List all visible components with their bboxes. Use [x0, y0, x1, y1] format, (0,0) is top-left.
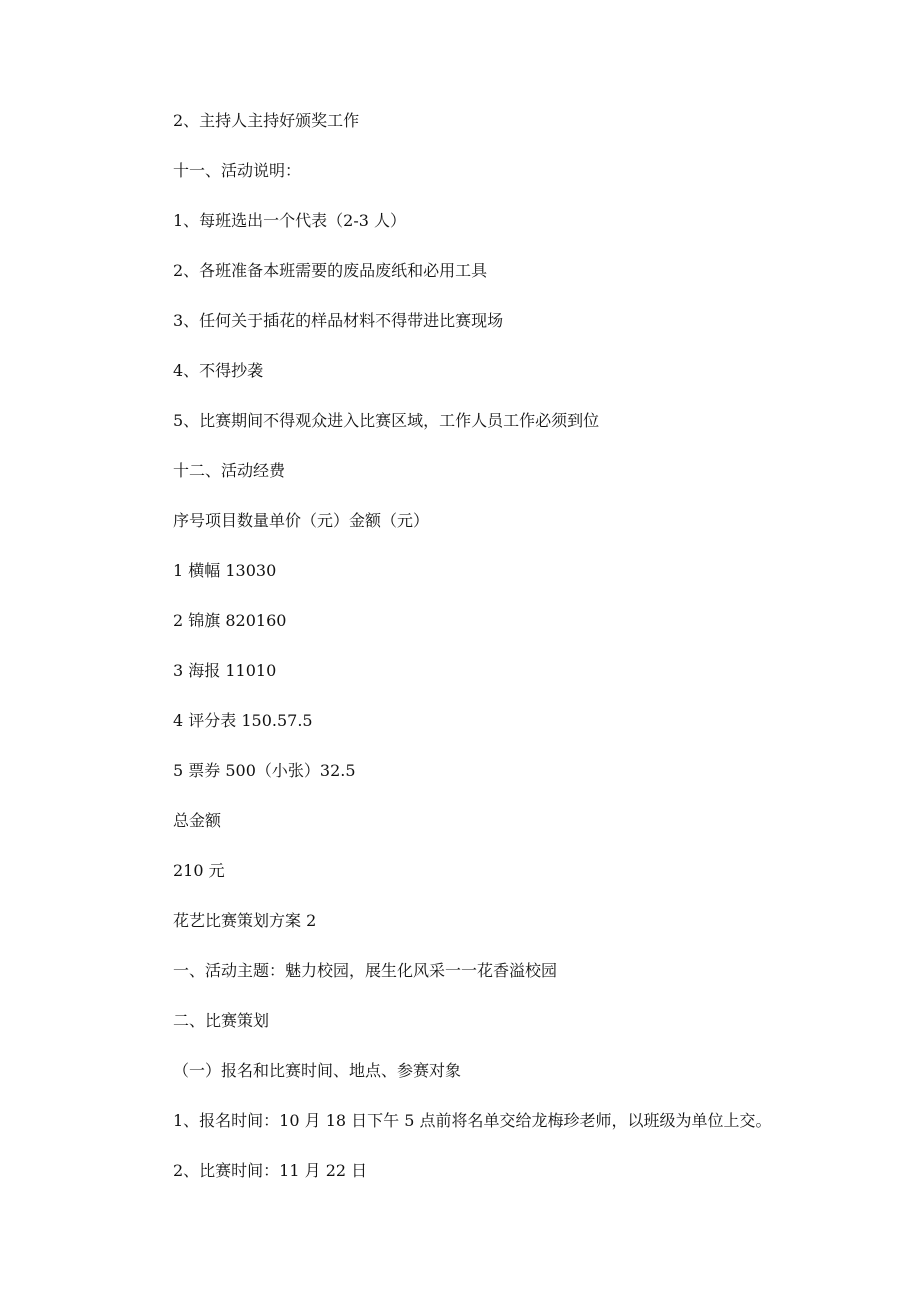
- subsection-heading: （一）报名和比赛时间、地点、参赛对象: [173, 1061, 462, 1080]
- total-amount: 210 元: [173, 861, 225, 880]
- text-line: 1、报名时间：10 月 18 日下午 5 点前将名单交给龙梅珍老师，以班级为单位上交。: [173, 1111, 772, 1130]
- section-heading: 十一、活动说明：: [173, 161, 302, 180]
- budget-row: 5 票券 500（小张）32.5: [173, 761, 356, 780]
- budget-row: 1 横幅 13030: [173, 561, 277, 580]
- plan-title: 花艺比赛策划方案 2: [173, 911, 317, 930]
- text-line: 4、不得抄袭: [173, 361, 264, 380]
- section-heading: 一、活动主题：魅力校园，展生化风采一一花香溢校园: [173, 961, 558, 980]
- budget-row: 3 海报 11010: [173, 661, 277, 680]
- text-line: 2、主持人主持好颁奖工作: [173, 111, 360, 130]
- section-heading: 二、比赛策划: [173, 1011, 270, 1030]
- table-header-line: 序号项目数量单价（元）金额（元）: [173, 511, 430, 530]
- section-heading: 十二、活动经费: [173, 461, 286, 480]
- text-line: 2、比赛时间：11 月 22 日: [173, 1161, 368, 1180]
- budget-row: 2 锦旗 820160: [173, 611, 287, 630]
- text-line: 1、每班选出一个代表（2-3 人）: [173, 211, 407, 230]
- budget-row: 4 评分表 150.57.5: [173, 711, 313, 730]
- total-label: 总金额: [173, 811, 222, 830]
- text-line: 5、比赛期间不得观众进入比赛区域，工作人员工作必须到位: [173, 411, 600, 430]
- text-line: 3、任何关于插花的样品材料不得带进比赛现场: [173, 311, 504, 330]
- text-line: 2、各班准备本班需要的废品废纸和必用工具: [173, 261, 488, 280]
